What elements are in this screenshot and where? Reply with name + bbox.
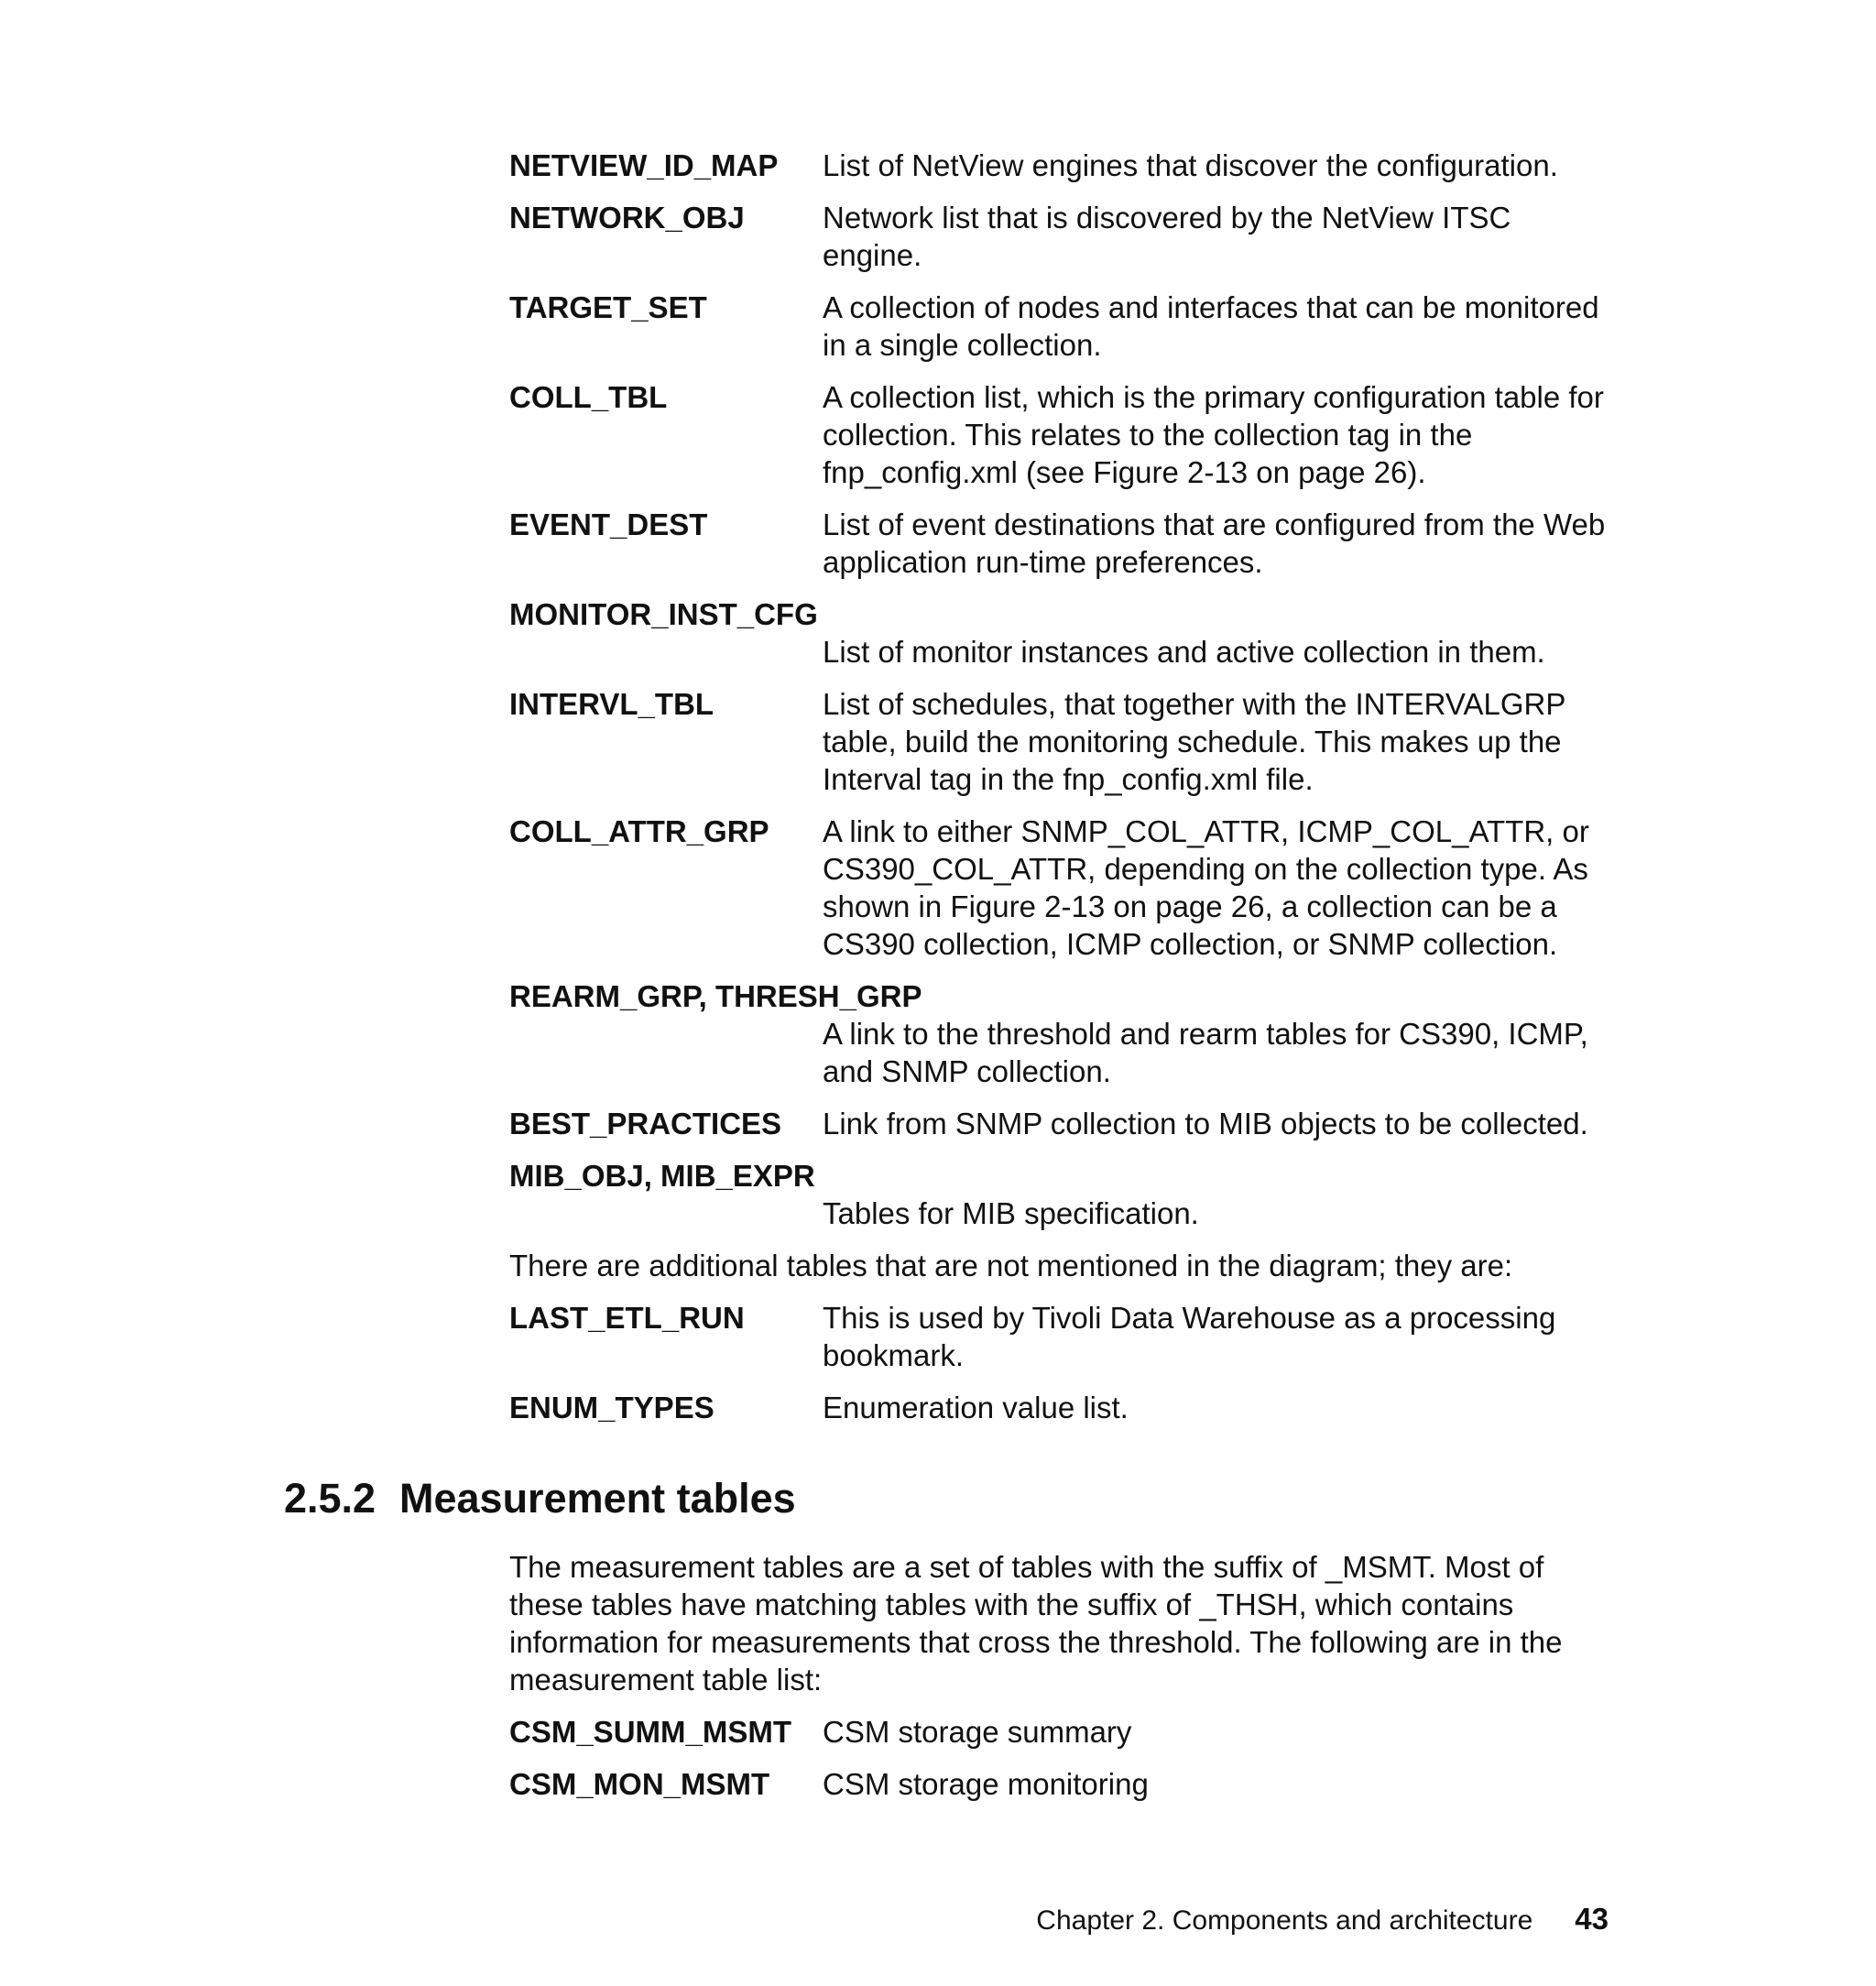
definition-item [509,977,1609,1090]
definition-term: CSM_SUMM_MSMT [509,1715,792,1749]
definition-term: REARM_GRP, THRESH_GRP [509,979,922,1013]
definition-term: ENUM_TYPES [509,1391,714,1424]
definition-term: INTERVL_TBL [509,687,714,721]
definition-description: A link to the threshold and rearm tables for CS390, ICMP, and SNMP collection. [823,1017,1588,1088]
footer-chapter-title: Chapter 2. Components and architecture [1036,1905,1533,1936]
section-body [509,1548,1609,1817]
body-paragraph: The measurement tables are a set of tables with the suffix of _MSMT. Most of these tables have matching tables with the suffix of _THSH, which contains information for measurements that cross the threshold. The following are in the measurement table list: [509,1550,1563,1697]
definition-item [509,1389,1609,1426]
definition-term: LAST_ETL_RUN [509,1301,745,1335]
definition-term: MONITOR_INST_CFG [509,597,818,631]
definition-item [509,1765,1609,1803]
definition-term: BEST_PRACTICES [509,1107,782,1140]
definition-item [509,1299,1609,1374]
definition-description: Enumeration value list. [823,1391,1129,1424]
definition-description: This is used by Tivoli Data Warehouse as a processing bookmark. [823,1301,1556,1372]
definition-description: List of event destinations that are configured from the Web application run-time preferences. [823,507,1606,579]
definition-item [509,289,1609,364]
body-paragraph: There are additional tables that are not mentioned in the diagram; they are: [509,1249,1513,1282]
section-number: 2.5.2 [284,1475,376,1522]
definition-item [509,147,1609,184]
definition-term: COLL_TBL [509,380,668,414]
section-heading [284,1473,796,1524]
definition-item [509,685,1609,798]
definition-description: CSM storage monitoring [823,1767,1149,1801]
definition-list [509,147,1609,1441]
definition-item [509,378,1609,491]
definition-description: A collection of nodes and interfaces that can be monitored in a single collection. [823,290,1599,362]
definition-item [509,199,1609,274]
definition-item [509,506,1609,581]
definition-term: CSM_MON_MSMT [509,1767,770,1801]
definition-description: List of NetView engines that discover the configuration. [823,148,1558,182]
definition-item [509,1157,1609,1232]
definition-term: NETWORK_OBJ [509,201,745,235]
definition-term: NETVIEW_ID_MAP [509,148,779,182]
definition-description: CSM storage summary [823,1715,1132,1749]
definition-item [509,813,1609,963]
definition-term: COLL_ATTR_GRP [509,814,769,848]
definition-description: Tables for MIB specification. [823,1196,1199,1230]
definition-item [509,1713,1609,1751]
definition-item [509,1105,1609,1142]
definition-term: MIB_OBJ, MIB_EXPR [509,1159,815,1193]
page-footer [1036,1902,1609,1938]
definition-description: Network list that is discovered by the NetView ITSC engine. [823,201,1511,272]
definition-term: EVENT_DEST [509,507,708,541]
definition-description: List of monitor instances and active collection in them. [823,635,1545,669]
definition-description: A link to either SNMP_COL_ATTR, ICMP_COL_ATTR, or CS390_COL_ATTR, depending on the collection type. As shown in Figure 2-13 on page 26, a collection can be a CS390 collection, ICMP collection, or SNMP collection. [823,814,1589,961]
definition-item [509,595,1609,671]
definition-description: List of schedules, that together with the INTERVALGRP table, build the monitoring schedule. This makes up the Interval tag in the fnp_config.xml file. [823,687,1565,796]
definition-description: A collection list, which is the primary configuration table for collection. This relates to the collection tag in the fnp_config.xml (see Figure 2-13 on page 26). [823,380,1604,489]
page-number: 43 [1575,1902,1609,1936]
definition-term: TARGET_SET [509,290,707,324]
definition-description: Link from SNMP collection to MIB objects to be collected. [823,1107,1588,1140]
section-title: Measurement tables [399,1475,796,1522]
